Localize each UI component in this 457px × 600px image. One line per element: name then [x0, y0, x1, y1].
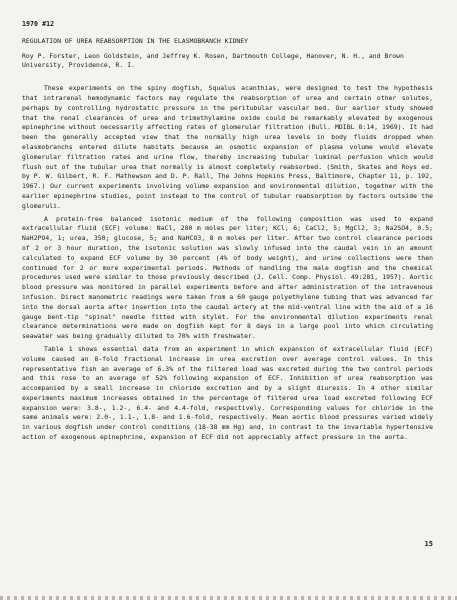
article-body	[22, 84, 433, 443]
report-number: 1970 #12	[22, 20, 55, 28]
article-title: REGULATION OF UREA REABSORPTION IN THE ELASMOBRANCH KIDNEY	[22, 36, 249, 45]
body-paragraph-3: Table 1 shows essential data from an experiment in which expansion of extracellular fluid (ECF) volume caused an 8-fold fractional increase in urea excretion over average control values. In this representative fish an average of 6.3% of the filtered load was excreted during the two control periods and this rose to an average of 52% following expansion of ECF. Inhibition of urea reabsorption was accompanied by a small increase in chloride excretion and by a slight diuresis. In 4 other similar experiments maximum increases obtained in the percentage of filtered urea load excreted following ECF expansion were: 3.8-, 1.2-, 6.4- and 4.4-fold, respectively. Corresponding values for chloride in the same animals were: 2.0-, 1.1-, 1.8- and 1.6-fold, respectively. Mean aortic blood pressures varied widely in various dogfish under control conditions (18-38 mm Hg) and, in contrast to the invariable hypertensive action of exogenous epinephrine, expansion of ECF did not appreciably affect pressure in the aorta.	[22, 344, 433, 442]
scan-edge	[0, 596, 457, 600]
page-number: 15	[424, 540, 433, 548]
author-affiliations: Roy P. Forster, Leon Goldstein, and Jeffrey K. Rosen, Dartmouth College, Hanover, N. H., and Brown University, Providence, R. I.	[22, 51, 404, 70]
body-paragraph-2: A protein-free balanced isotonic medium of the following composition was used to expand extracellular fluid (ECF) volume: NaCl, 280 m moles per liter; KCl, 6; CaCl2, 5; MgCl2, 3; Na2SO4, 0.5; NaH2PO4, 1; urea, 350; glucose, 5; and NaHCO3, 8 m moles per liter. After two control clearance periods of 2 or 3 hour duration, the isotonic solution was slowly infused into the caudal vein in an amount calculated to expand ECF volume by 30 percent (4% of body weight), and urine collections were then continued for 2 or more experimental periods. Methods of handling the male dogfish and the chemical procedures used were similar to those previously described (J. Cell. Comp. Physiol. 49:281, 1957). Aortic blood pressure was monitored in parallel experiments before and after administration of the intravenous infusion. Direct manometric readings were taken from a 60 gauge polyethylene tubing that was advanced far into the dorsal aorta after insertion into the caudal artery at the mid-ventral line with the aid of a 16 gauge bent-tip "spinal" needle fitted with stylet. For the environmental dilution experiments renal clearance determinations were made on dogfish kept for 8 days in a large pool into which circulating seawater was being gradually diluted to 70% with freshwater.	[22, 214, 433, 341]
body-paragraph-1: These experiments on the spiny dogfish, Squalus acanthias, were designed to test the hypothesis that intrarenal hemodynamic factors may regulate the reabsorption of urea and certain other solutes, perhaps by controlling hydrostatic pressure in the peritubular vascular bed. Our earlier study showed that the renal clearances of urea and trimethylamine oxide could be remarkably elevated by exogenous epinephrine without necessarily affecting rates of glomerular filtration (Bull. MDIBL 8:14, 1969). It had been the generally accepted view that the normally high urea levels in body fluids dropped when elasmobranchs entered dilute habitats because an osmotic expansion of plasma volume would elevate glomerular filtration rates and urine flow, thereby increasing tubular luminal perfusion which would flush out of the tubular urea that normally is almost completely reabsorbed. (Smith, Skates and Roys ed. by P. W. Gilbert, R. F. Mathewson and D. P. Rall, The Johns Hopkins Press, Baltimore, Chapter 11, p. 192, 1967.) Our current experiments involving volume expansion and environmental dilution, together with the earlier epinephrine studies, point instead to the control of tubular reabsorption by factors outside the glomeruli.	[22, 84, 433, 210]
